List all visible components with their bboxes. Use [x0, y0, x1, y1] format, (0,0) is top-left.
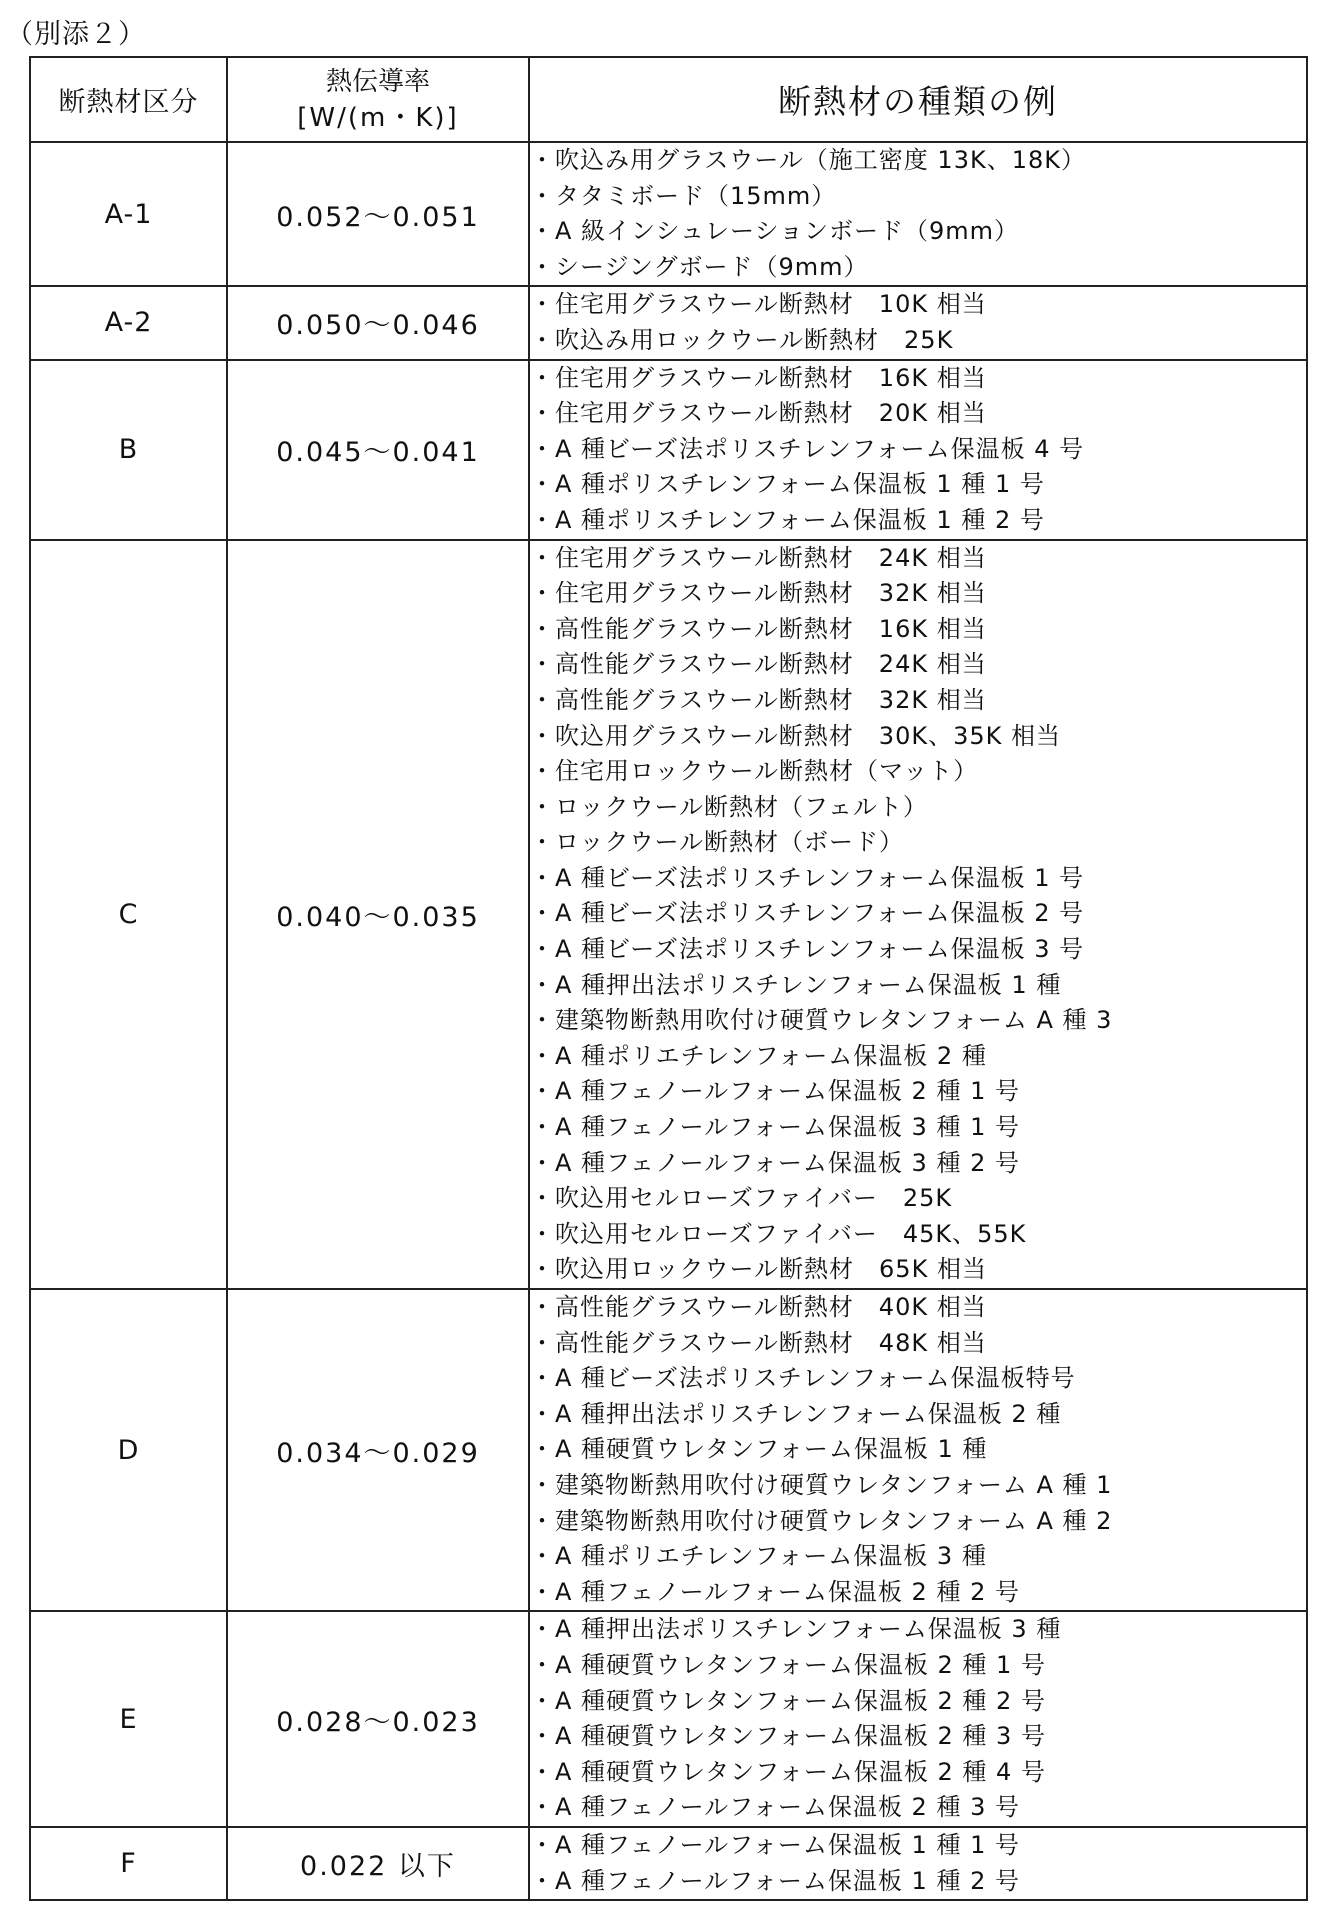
classification-cell: A-1: [30, 142, 227, 286]
list-item: ・ A 種硬質ウレタンフォーム保温板 2 種 4 号: [530, 1755, 1306, 1791]
header-conductivity-title: 熱伝導率: [325, 66, 430, 97]
list-item: ・ A 種ポリエチレンフォーム保温板 3 種: [530, 1539, 1306, 1575]
list-item: ・ A 種ビーズ法ポリスチレンフォーム保温板 4 号: [530, 432, 1306, 468]
list-item: ・ A 種押出法ポリスチレンフォーム保温板 3 種: [530, 1612, 1306, 1648]
list-item: ・ 住宅用ロックウール断熱材（マット）: [530, 754, 1306, 790]
list-item: ・ A 種ビーズ法ポリスチレンフォーム保温板 1 号: [530, 861, 1306, 897]
table-row: [30, 286, 1307, 359]
list-item: ・ 高性能グラスウール断熱材 16K 相当: [530, 612, 1306, 648]
examples-list: [530, 1612, 1306, 1826]
list-item: ・ A 種硬質ウレタンフォーム保温板 1 種: [530, 1432, 1306, 1468]
examples-cell: [529, 142, 1307, 286]
list-item: ・ A 級インシュレーションボード（9mm）: [530, 214, 1306, 250]
list-item: ・ 吹込み用グラスウール（施工密度 13K、18K）: [530, 143, 1306, 179]
list-item: ・ A 種硬質ウレタンフォーム保温板 2 種 3 号: [530, 1719, 1306, 1755]
table-body: [30, 142, 1307, 1900]
list-item: ・ A 種フェノールフォーム保温板 3 種 1 号: [530, 1110, 1306, 1146]
list-item: ・ A 種押出法ポリスチレンフォーム保温板 2 種: [530, 1397, 1306, 1433]
list-item: ・ 吹込用セルローズファイバー 25K: [530, 1181, 1306, 1217]
list-item: ・ A 種ポリスチレンフォーム保温板 1 種 2 号: [530, 503, 1306, 539]
classification-cell: D: [30, 1289, 227, 1611]
classification-cell: F: [30, 1827, 227, 1900]
list-item: ・ A 種ポリエチレンフォーム保温板 2 種: [530, 1039, 1306, 1075]
list-item: ・ A 種ビーズ法ポリスチレンフォーム保温板 2 号: [530, 896, 1306, 932]
list-item: ・ 建築物断熱用吹付け硬質ウレタンフォーム A 種 2: [530, 1504, 1306, 1540]
table-header-row: [30, 57, 1307, 142]
list-item: ・ ロックウール断熱材（フェルト）: [530, 790, 1306, 826]
list-item: ・ 吹込み用ロックウール断熱材 25K: [530, 323, 1306, 359]
list-item: ・ 住宅用グラスウール断熱材 24K 相当: [530, 541, 1306, 577]
list-item: ・ A 種硬質ウレタンフォーム保温板 2 種 2 号: [530, 1684, 1306, 1720]
list-item: ・ A 種押出法ポリスチレンフォーム保温板 1 種: [530, 968, 1306, 1004]
examples-cell: [529, 1289, 1307, 1611]
table-row: [30, 1611, 1307, 1827]
classification-cell: E: [30, 1611, 227, 1827]
conductivity-cell: 0.028～0.023: [227, 1611, 529, 1827]
examples-cell: [529, 286, 1307, 359]
conductivity-cell: 0.040～0.035: [227, 540, 529, 1289]
list-item: ・ シージングボード（9mm）: [530, 250, 1306, 286]
list-item: ・ 高性能グラスウール断熱材 32K 相当: [530, 683, 1306, 719]
examples-list: [530, 1290, 1306, 1610]
list-item: ・ 吹込用セルローズファイバー 45K、55K: [530, 1217, 1306, 1253]
table-row: [30, 540, 1307, 1289]
list-item: ・ 住宅用グラスウール断熱材 16K 相当: [530, 361, 1306, 397]
classification-cell: C: [30, 540, 227, 1289]
examples-cell: [529, 360, 1307, 540]
examples-cell: [529, 540, 1307, 1289]
examples-cell: [529, 1827, 1307, 1900]
table-row: [30, 142, 1307, 286]
list-item: ・ A 種フェノールフォーム保温板 1 種 2 号: [530, 1864, 1306, 1900]
list-item: ・ A 種フェノールフォーム保温板 2 種 1 号: [530, 1074, 1306, 1110]
insulation-classification-table: [29, 56, 1308, 1901]
list-item: ・ 建築物断熱用吹付け硬質ウレタンフォーム A 種 1: [530, 1468, 1306, 1504]
conductivity-cell: 0.034～0.029: [227, 1289, 529, 1611]
examples-list: [530, 1828, 1306, 1899]
examples-list: [530, 143, 1306, 285]
list-item: ・ A 種硬質ウレタンフォーム保温板 2 種 1 号: [530, 1648, 1306, 1684]
list-item: ・ A 種フェノールフォーム保温板 2 種 2 号: [530, 1575, 1306, 1611]
table-row: [30, 1827, 1307, 1900]
list-item: ・ A 種ビーズ法ポリスチレンフォーム保温板 3 号: [530, 932, 1306, 968]
table-row: [30, 1289, 1307, 1611]
list-item: ・ 住宅用グラスウール断熱材 20K 相当: [530, 396, 1306, 432]
list-item: ・ A 種フェノールフォーム保温板 2 種 3 号: [530, 1790, 1306, 1826]
examples-list: [530, 361, 1306, 539]
attachment-label: （別添２）: [6, 19, 146, 50]
list-item: ・ A 種ポリスチレンフォーム保温板 1 種 1 号: [530, 467, 1306, 503]
list-item: ・ A 種フェノールフォーム保温板 3 種 2 号: [530, 1146, 1306, 1182]
conductivity-cell: 0.052～0.051: [227, 142, 529, 286]
list-item: ・ 高性能グラスウール断熱材 40K 相当: [530, 1290, 1306, 1326]
classification-cell: B: [30, 360, 227, 540]
examples-list: [530, 541, 1306, 1288]
conductivity-cell: 0.045～0.041: [227, 360, 529, 540]
classification-cell: A-2: [30, 286, 227, 359]
header-examples: 断熱材の種類の例: [529, 57, 1307, 142]
list-item: ・ 吹込用ロックウール断熱材 65K 相当: [530, 1252, 1306, 1288]
list-item: ・ A 種フェノールフォーム保温板 1 種 1 号: [530, 1828, 1306, 1864]
list-item: ・ 高性能グラスウール断熱材 48K 相当: [530, 1326, 1306, 1362]
header-conductivity-unit: [W/(m・K)]: [297, 102, 459, 133]
list-item: ・ 住宅用グラスウール断熱材 10K 相当: [530, 287, 1306, 323]
list-item: ・ ロックウール断熱材（ボード）: [530, 825, 1306, 861]
list-item: ・ 建築物断熱用吹付け硬質ウレタンフォーム A 種 3: [530, 1003, 1306, 1039]
list-item: ・ 高性能グラスウール断熱材 24K 相当: [530, 647, 1306, 683]
list-item: ・ 吹込用グラスウール断熱材 30K、35K 相当: [530, 719, 1306, 755]
list-item: ・ A 種ビーズ法ポリスチレンフォーム保温板特号: [530, 1361, 1306, 1397]
conductivity-cell: 0.050～0.046: [227, 286, 529, 359]
header-conductivity: [227, 57, 529, 142]
header-classification: 断熱材区分: [30, 57, 227, 142]
examples-cell: [529, 1611, 1307, 1827]
list-item: ・ タタミボード（15mm）: [530, 179, 1306, 215]
conductivity-cell: 0.022 以下: [227, 1827, 529, 1900]
table-row: [30, 360, 1307, 540]
list-item: ・ 住宅用グラスウール断熱材 32K 相当: [530, 576, 1306, 612]
examples-list: [530, 287, 1306, 358]
